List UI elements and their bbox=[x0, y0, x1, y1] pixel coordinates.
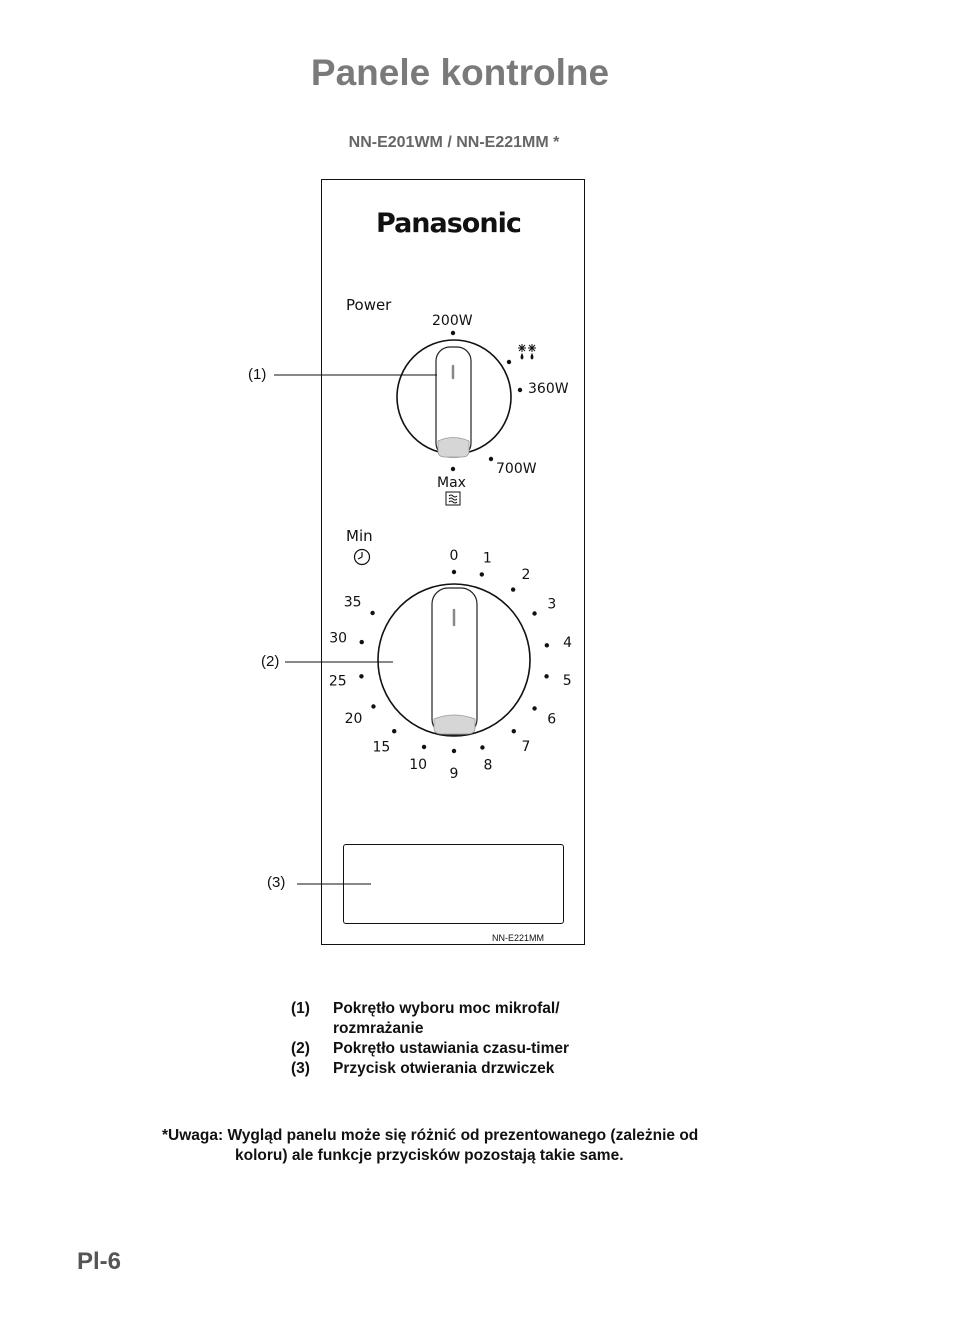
timer-dot bbox=[511, 587, 515, 591]
timer-dot bbox=[422, 745, 426, 749]
panel-model-label: NN-E221MM bbox=[492, 933, 545, 943]
timer-mark-label: 8 bbox=[483, 757, 493, 774]
timer-dot bbox=[545, 643, 549, 647]
timer-dot bbox=[452, 749, 456, 753]
legend-num: (2) bbox=[291, 1040, 310, 1057]
timer-mark-label: 4 bbox=[563, 635, 573, 652]
callout-2: (2) bbox=[261, 653, 280, 670]
clock-icon bbox=[355, 550, 370, 565]
microwave-waves-icon bbox=[446, 492, 460, 505]
timer-dot bbox=[359, 674, 363, 678]
snowflake-drops-icon bbox=[518, 344, 536, 359]
timer-dot bbox=[360, 640, 364, 644]
timer-dot bbox=[532, 611, 536, 615]
model-heading: NN-E201WM / NN-E221MM * bbox=[348, 134, 560, 151]
legend-text-line2: rozmrażanie bbox=[333, 1020, 424, 1037]
timer-mark-label: 3 bbox=[547, 596, 557, 613]
power-mark-max: Max bbox=[437, 475, 466, 491]
power-mark-360w: 360W bbox=[528, 381, 569, 397]
timer-dot bbox=[371, 704, 375, 708]
power-label: Power bbox=[346, 296, 392, 314]
legend-item bbox=[291, 1039, 569, 1059]
legend-text bbox=[333, 999, 560, 1039]
timer-dot bbox=[480, 572, 484, 576]
timer-dot bbox=[532, 706, 536, 710]
timer-label: Min bbox=[346, 527, 373, 545]
callout-1: (1) bbox=[248, 366, 267, 383]
door-open-button[interactable] bbox=[343, 844, 564, 924]
note bbox=[162, 1126, 802, 1166]
timer-dial[interactable] bbox=[378, 584, 530, 736]
callout-3: (3) bbox=[267, 874, 286, 891]
timer-mark-label: 30 bbox=[329, 630, 348, 647]
legend bbox=[291, 999, 569, 1079]
brand-logo: Panasonic bbox=[376, 208, 521, 239]
timer-dot bbox=[392, 729, 396, 733]
timer-dot bbox=[370, 611, 374, 615]
power-mark-200w: 200W bbox=[432, 313, 473, 329]
timer-mark-label: 0 bbox=[449, 548, 459, 564]
legend-text-line1: Pokrętło wyboru moc mikrofal/ bbox=[333, 1000, 560, 1017]
power-mark-700w: 700W bbox=[496, 461, 537, 477]
timer-dot bbox=[452, 570, 456, 574]
power-dial[interactable] bbox=[397, 340, 511, 457]
timer-dot bbox=[544, 674, 548, 678]
legend-item bbox=[291, 999, 569, 1039]
legend-text: Przycisk otwierania drzwiczek bbox=[333, 1060, 555, 1077]
legend-item bbox=[291, 1059, 569, 1079]
note-line-2: koloru) ale funkcje przycisków pozostają takie same. bbox=[235, 1147, 624, 1164]
legend-num: (1) bbox=[291, 1000, 310, 1017]
timer-mark-label: 5 bbox=[562, 672, 572, 689]
timer-mark-label: 9 bbox=[449, 766, 459, 782]
legend-text: Pokrętło ustawiania czasu-timer bbox=[333, 1040, 570, 1057]
timer-mark-label: 10 bbox=[409, 757, 428, 774]
timer-mark-label: 2 bbox=[521, 567, 531, 584]
timer-mark-label: 1 bbox=[482, 550, 492, 567]
timer-mark-label: 20 bbox=[344, 711, 363, 727]
timer-dot bbox=[480, 745, 484, 749]
page-title: Panele kontrolne bbox=[310, 52, 610, 93]
timer-mark-label: 6 bbox=[547, 711, 557, 728]
page-number: Pl-6 bbox=[77, 1248, 122, 1275]
timer-mark-label: 15 bbox=[372, 739, 391, 756]
legend-num: (3) bbox=[291, 1060, 310, 1077]
timer-mark-label: 35 bbox=[343, 594, 362, 611]
timer-dot bbox=[512, 729, 516, 733]
timer-mark-label: 7 bbox=[521, 738, 531, 755]
timer-mark-label: 25 bbox=[328, 673, 347, 690]
note-line-1: *Uwaga: Wygląd panelu może się różnić od prezentowanego (zależnie od bbox=[162, 1127, 699, 1144]
